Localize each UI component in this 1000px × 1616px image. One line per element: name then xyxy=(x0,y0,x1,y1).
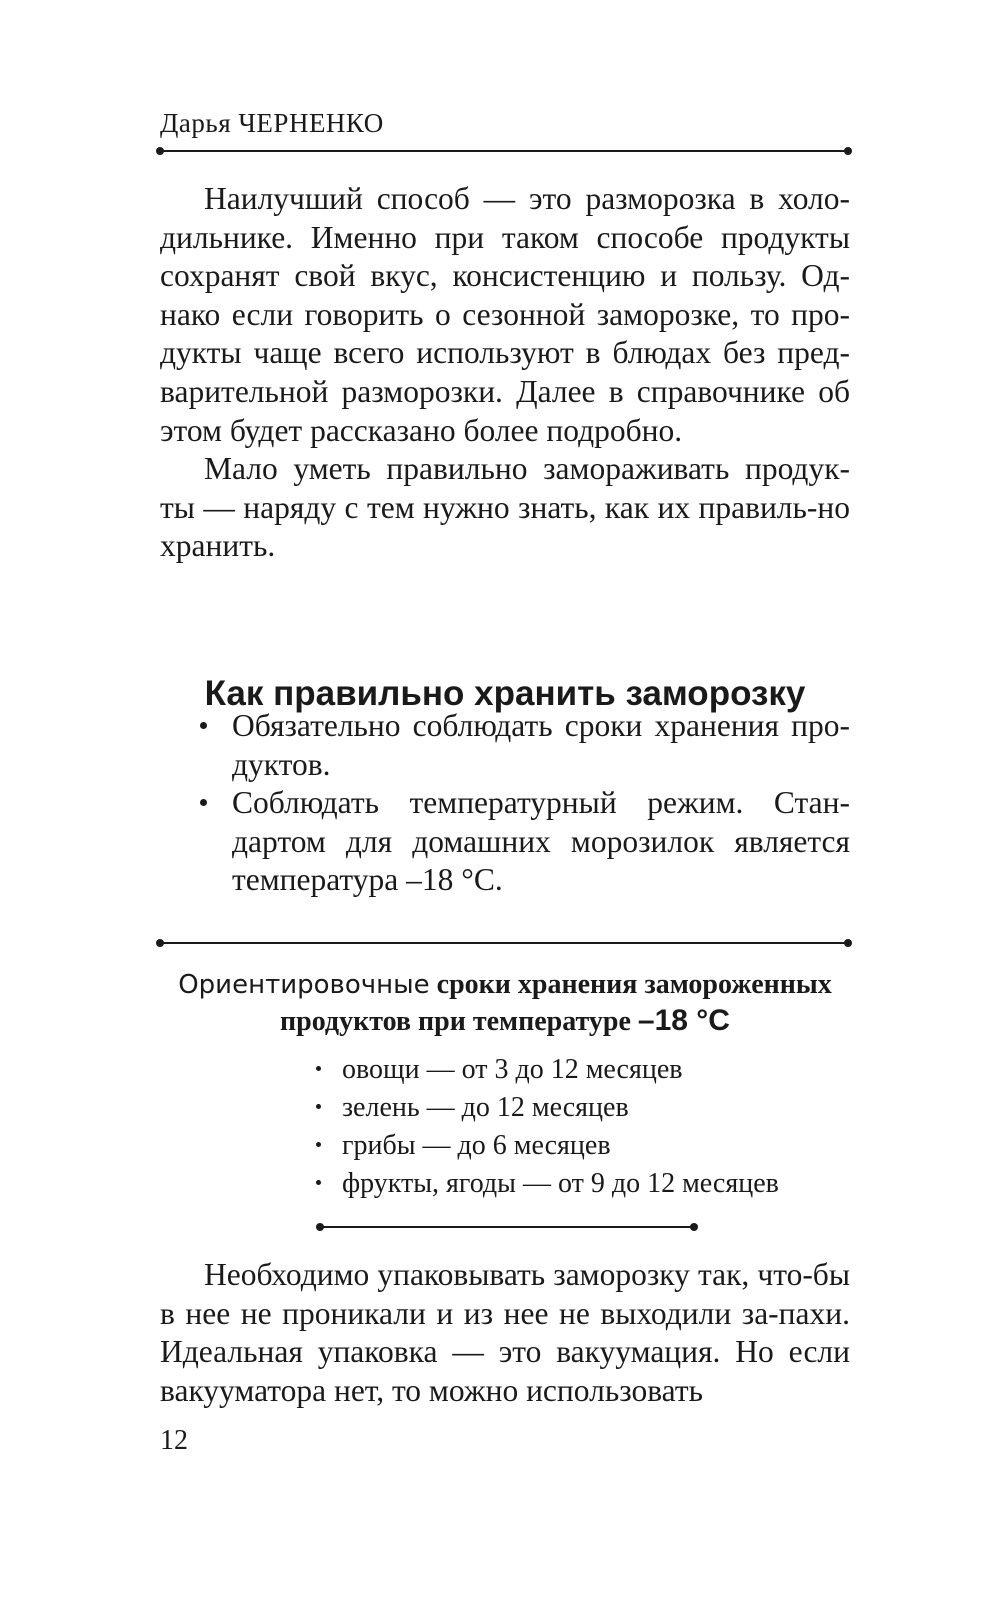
list-item xyxy=(160,707,850,784)
storage-rules-list xyxy=(160,707,850,900)
box-bottom-divider xyxy=(320,1226,694,1228)
list-item xyxy=(312,1165,779,1203)
section-heading: Как правильно хранить заморозку xyxy=(204,674,806,714)
bullet-icon xyxy=(316,1066,321,1071)
paragraph: Необходимо упаковывать заморозку так, что-бы в нее не проникали и из нее не выходили за-пахи. Идеальная упаковка — это вакуумация. Но если вакууматора нет, то можно использовать xyxy=(160,1257,850,1408)
list-item-text: Соблюдать температурный режим. Стан-дартом для домашних морозилок является температура –18 °C. xyxy=(232,785,850,898)
list-item-text: зелень — до 12 месяцев xyxy=(342,1092,629,1123)
bullet-icon xyxy=(200,799,207,806)
text-block-intro xyxy=(160,180,850,566)
bullet-icon xyxy=(316,1104,321,1109)
list-item-text: грибы — до 6 месяцев xyxy=(342,1130,611,1161)
list-item xyxy=(312,1127,779,1165)
header-divider xyxy=(160,150,848,152)
page-number: 12 xyxy=(160,1425,188,1456)
list-item-text: овощи — от 3 до 12 месяцев xyxy=(342,1054,683,1085)
list-item xyxy=(312,1089,779,1127)
bullet-icon xyxy=(316,1180,321,1185)
box-top-divider xyxy=(160,942,848,944)
storage-times-list xyxy=(312,1051,779,1203)
paragraph: Мало уметь правильно замораживать продук-ты — наряду с тем нужно знать, как их правиль-но хранить. xyxy=(160,451,850,564)
text-block-packaging xyxy=(160,1256,850,1410)
list-item xyxy=(312,1051,779,1089)
running-head-author: Дарья ЧЕРНЕНКО xyxy=(160,108,384,138)
paragraph: Наилучший способ — это разморозка в холо-дильнике. Именно при таком способе продукты сохранят свой вкус, консистенцию и пользу. Од-нако если говорить о сезонной заморозке, то про-дукты чаще всего используют в блюдах без пред-варительной разморозки. Далее в справочнике об этом будет рассказано более подробно. xyxy=(160,181,850,448)
storage-box-title xyxy=(150,967,860,1040)
list-item-text: фрукты, ягоды — от 9 до 12 месяцев xyxy=(342,1168,779,1199)
list-item xyxy=(160,784,850,900)
list-item-text: Обязательно соблюдать сроки хранения про-дуктов. xyxy=(232,708,850,782)
box-title-prefix: Ориентировочные xyxy=(178,970,430,1000)
box-title-bold: сроки хранения замороженных продуктов при температуре xyxy=(280,969,832,1037)
bullet-icon xyxy=(200,722,207,729)
box-title-temperature: –18 °С xyxy=(637,1004,730,1037)
bullet-icon xyxy=(316,1142,321,1147)
